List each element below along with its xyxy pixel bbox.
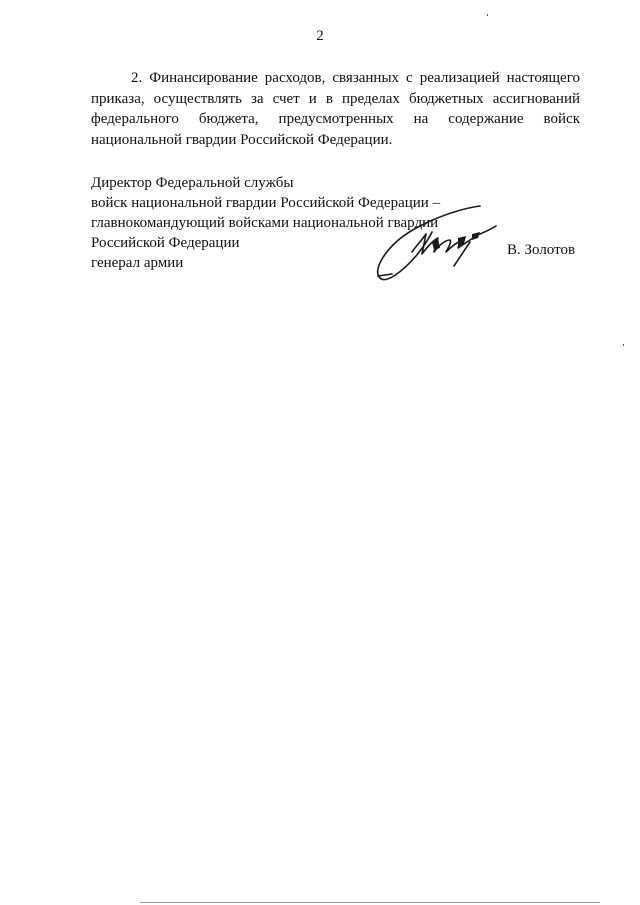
scan-artifact-dot	[623, 344, 624, 346]
paragraph-line: федерального бюджета, предусмотренных на содержание войск	[91, 111, 580, 127]
paragraph-line: приказа, осуществлять за счет и в пределах бюджетных ассигнований	[91, 90, 580, 107]
signer-title-line: Директор Федеральной службы	[91, 175, 294, 191]
signer-name: В. Золотов	[507, 242, 576, 258]
funding-paragraph	[91, 68, 580, 150]
paragraph-line: национальной гвардии Российской Федерации.	[91, 131, 393, 148]
signer-title-line: войск национальной гвардии Российской Федерации –	[91, 195, 441, 211]
handwritten-signature	[372, 196, 504, 288]
scan-artifact-line	[140, 902, 600, 903]
scan-artifact-dot	[487, 14, 488, 16]
signer-title-line: Российской Федерации	[91, 235, 240, 251]
page-number: 2	[316, 28, 324, 44]
paragraph-line: 2. Финансирование расходов, связанных с реализацией настоящего	[131, 70, 580, 86]
signer-title-line: главнокомандующий войсками национальной гвардии	[91, 215, 439, 231]
signer-rank: генерал армии	[91, 255, 184, 271]
